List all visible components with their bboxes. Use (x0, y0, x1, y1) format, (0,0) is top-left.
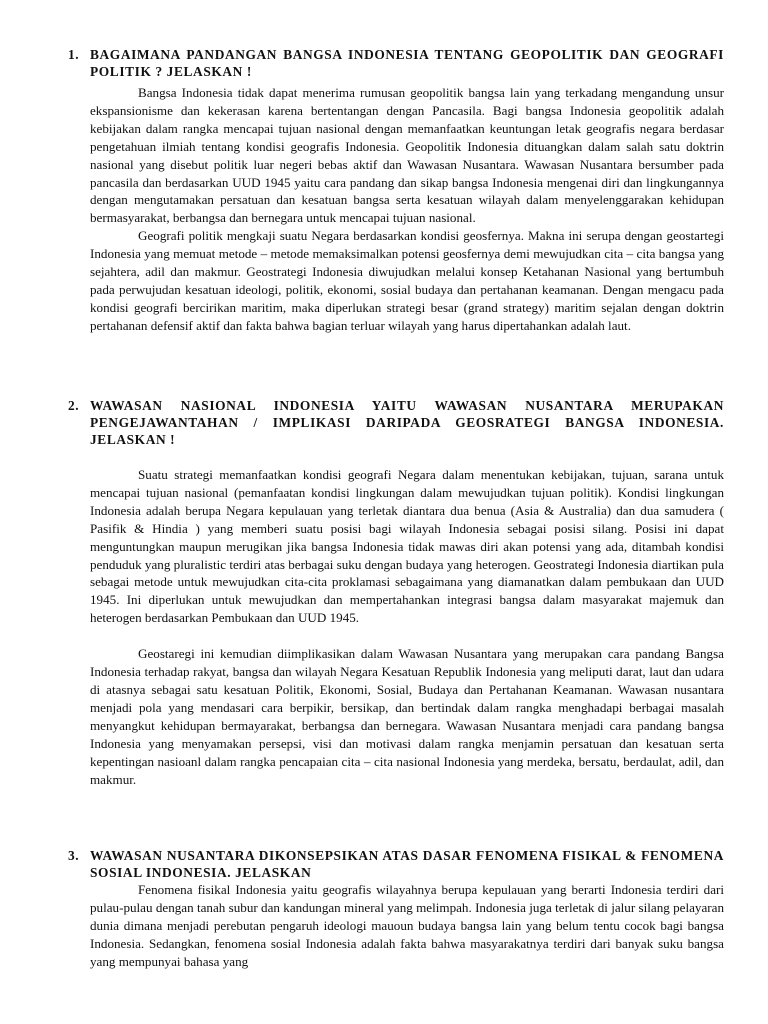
section-1 (68, 46, 724, 335)
paragraph: Geostaregi ini kemudian diimplikasikan dalam Wawasan Nusantara yang merupakan cara pandang Bangsa Indonesia terhadap rakyat, bangsa dan wilayah Negara Kesatuan Republik Indonesia yang meliputi darat, laut dan udara di atasnya sebagai satu kesatuan Politik, Ekonomi, Sosial, Budaya dan Pertahanan Keamanan. Wawasan nusantara menjadi pola yang mendasari cara berpikir, bersikap, dan bertindak dalam rangka menghadapi berbagai masalah menyangkut kehidupan bermayarakat, berbangsa dan bernegara. Wawasan Nusantara menjadi cara pandang bangsa Indonesia yang menyamakan persepsi, visi dan motivasi dalam rangka menjamin persatuan dan kesatuan serta kepentingan nasioanl dalam rangka pencapaian cita – cita nasional Indonesia yang merdeka, bersatu, berdaulat, adil, dan makmur. (90, 646, 724, 787)
paragraph: Bangsa Indonesia tidak dapat menerima rumusan geopolitik bangsa lain yang terkadang mengandung unsur ekspansionisme dan kekerasan karena bertentangan dengan Pancasila. Bagi bangsa Indonesia geopolitik adalah kebijakan dalam rangka mencapai tujuan nasional dengan memanfaatkan keuntungan letak geografis negara berdasar pengetahuan ilmiah tentang kondisi geografis Indonesia. Geopolitik Indonesia dituangkan dalam salah satu doktrin nasional yang disebut politik luar negeri bebas aktif dan Wawasan Nusantara. Wawasan Nusantara bersumber pada pancasila dan berdasarkan UUD 1945 yaitu cara pandang dan sikap bangsa Indonesia mengenai diri dan lingkungannya dengan mengutamakan persatuan dan kesatuan bangsa serta kesatuan wilayah dalam menyelenggarakan kehidupan bermasyarakat, berbangsa dan bernegara untuk mencapai tujuan nasional. (90, 85, 724, 226)
question-text: WAWASAN NASIONAL INDONESIA YAITU WAWASAN NUSANTARA MERUPAKAN PENGEJAWANTAHAN / IMPLIKASI DARIPADA GEOSRATEGI BANGSA INDONESIA. JELASKAN ! (90, 398, 724, 447)
question-heading-2 (68, 397, 724, 448)
answer-body-2 (90, 466, 724, 788)
section-3 (68, 847, 724, 971)
question-heading-3 (68, 847, 724, 881)
section-2 (68, 397, 724, 788)
answer-body-1 (90, 84, 724, 335)
question-number: 3. (68, 848, 80, 863)
question-number: 2. (68, 398, 80, 413)
answer-body-3 (90, 881, 724, 971)
question-number: 1. (68, 47, 80, 62)
question-heading-1 (68, 46, 724, 80)
paragraph: Suatu strategi memanfaatkan kondisi geografi Negara dalam menentukan kebijakan, tujuan, sarana untuk mencapai tujuan nasional (pemanfaatan kondisi lingkungan dalam mewujudkan tujuan politik). Kondisi lingkungan Indonesia adalah berupa Negara kepulauan yang terletak diantara dua benua (Asia & Australia) dan dua samudera ( Pasifik & Hindia ) yang memberi suatu posisi bagi wilayah Indonesia sebagai posisi silang. Posisi ini dapat menguntungkan maupun merugikan jika bangsa Indonesia tidak mawas diri akan potensi yang ada, ditambah kondisi penduduk yang pluralistic terdiri atas berbagai suku dengan budaya yang heterogen. Geostrategi Indonesia diartikan pula sebagai metode untuk mewujudkan cita-cita proklamasi sebagaimana yang diamanatkan dalam pembukaan dan UUD 1945. Ini diperlukan untuk mewujudkan dan mempertahankan integrasi bangsa dalam masyarakat majemuk dan heterogen berdasarkan Pembukaan dan UUD 1945. (90, 467, 724, 626)
question-text: WAWASAN NUSANTARA DIKONSEPSIKAN ATAS DASAR FENOMENA FISIKAL & FENOMENA SOSIAL INDONESIA. JELASKAN (90, 848, 724, 880)
question-text: BAGAIMANA PANDANGAN BANGSA INDONESIA TENTANG GEOPOLITIK DAN GEOGRAFI POLITIK ? JELASKAN ! (90, 47, 724, 79)
paragraph: Geografi politik mengkaji suatu Negara berdasarkan kondisi geosfernya. Makna ini serupa dengan geostartegi Indonesia yang memuat metode – metode memaksimalkan potensi geosfernya demi mewujudkan cita – cita bangsa yang sejahtera, adil dan makmur. Geostrategi Indonesia diwujudkan melalui konsep Ketahanan Nasional yang bertumbuh pada perwujudan kesatuan ideologi, politik, ekonomi, sosial budaya dan pertahanan keamanan. Dengan mengacu pada kondisi geografi bercirikan maritim, maka diperlukan strategi besar (grand strategy) maritim sejalan dengan doktrin pertahanan defensif aktif dan fakta bahwa bagian terluar wilayah yang harus dipertahankan adalah laut. (90, 228, 724, 333)
paragraph: Fenomena fisikal Indonesia yaitu geografis wilayahnya berupa kepulauan yang berarti Indonesia terdiri dari pulau-pulau dengan tanah subur dan kandungan mineral yang melimpah. Indonesia juga terletak di jalur silang pelayaran dunia dimana menjadi perebutan pengaruh ideologi mauoun budaya bangsa lain yang belum tentu cocok bagi bangsa Indonesia. Sedangkan, fenomena sosial Indonesia adalah fakta bahwa masyarakatnya terdiri dari banyak suku bangsa yang mempunyai bahasa yang (90, 882, 724, 969)
